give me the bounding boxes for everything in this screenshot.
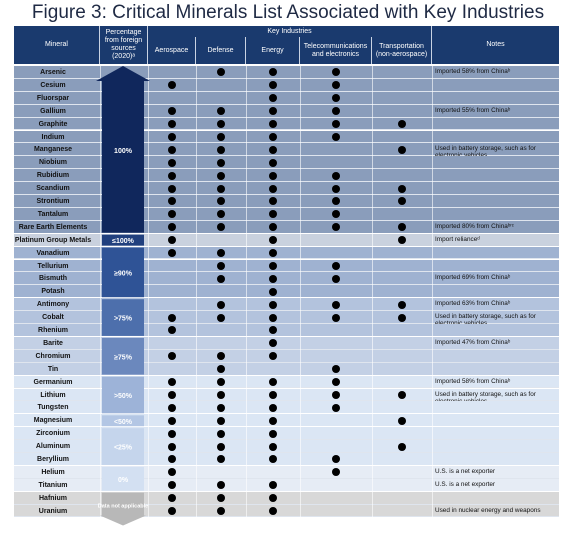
mineral-name: Indium [41, 133, 65, 141]
mineral-note: Import relianceᵈ [435, 235, 480, 243]
mineral-name: Magnesium [33, 417, 73, 425]
mineral-name: Tin [47, 365, 59, 373]
percentage-segment [102, 80, 144, 233]
mineral-name: Potash [41, 288, 65, 296]
mineral-name: Rubidium [36, 172, 70, 180]
mineral-name: Strontium [36, 198, 70, 205]
mineral-name: Uranium [38, 507, 68, 515]
telecom-header: Telecommunications and electronics [300, 37, 372, 64]
mineral-name: Vanadium [36, 249, 70, 257]
mineral-note: Used in battery storage, such as for [435, 145, 536, 153]
mineral-name: Gallium [40, 107, 66, 115]
mineral-name: Beryllium [37, 456, 69, 463]
percentage-label: ≥90% [114, 270, 132, 278]
percentage-header: Percentage from foreign sources (2020)ᵃ [100, 26, 148, 64]
mineral-note: U.S. is a net exporter [435, 467, 496, 475]
percentage-label: 100% [114, 147, 132, 155]
mineral-name: Aluminum [35, 443, 71, 451]
mineral-name: Rare Earth Elements [18, 223, 88, 231]
percentage-label: >50% [113, 392, 133, 400]
defense-header: Defense [196, 37, 246, 64]
mineral-name: Scandium [36, 185, 70, 193]
aerospace-header: Aerospace [148, 37, 196, 64]
arrow-head-up [96, 66, 150, 81]
mineral-note: Imported 80% from Chinaᵇʳᶜ [435, 222, 515, 230]
mineral-note: Imported 58% from Chinaᵇ [435, 377, 511, 385]
arrow-head-down [100, 516, 146, 526]
notes-header: Notes [432, 26, 559, 64]
transport-header: Transportation (non-aerospace) [372, 37, 432, 64]
percentage-label: >75% [113, 315, 133, 323]
mineral-note: Imported 63% from Chinaᵇ [435, 300, 511, 308]
mineral-name: Bismuth [39, 275, 67, 283]
mineral-note: Imported 58% from Chinaᵇ [435, 68, 511, 75]
mineral-name: Arsenic [40, 69, 66, 76]
mineral-header: Mineral [14, 26, 100, 64]
percentage-label: ≤100% [112, 238, 134, 246]
mineral-name: Zirconium [36, 430, 70, 438]
mineral-note: U.S. is a net exporter [435, 480, 496, 488]
mineral-name: Hafnium [39, 494, 67, 502]
energy-header: Energy [246, 37, 300, 64]
mineral-name: Lithium [40, 391, 66, 399]
mineral-name: Graphite [38, 120, 68, 128]
mineral-name: Tungsten [37, 404, 69, 412]
mineral-name: Rhenium [38, 327, 68, 334]
mineral-name: Tantalum [37, 210, 69, 218]
mineral-name: Cobalt [42, 314, 64, 322]
mineral-name: Antimony [36, 301, 70, 309]
mineral-name: Helium [41, 468, 65, 476]
mineral-name: Fluorspar [36, 94, 70, 102]
mineral-name: Barite [43, 339, 63, 347]
mineral-name: Tellurium [37, 262, 69, 270]
mineral-note: Used in battery storage, such as for [435, 313, 536, 321]
mineral-name: Platinum Group Metals [14, 236, 92, 244]
mineral-name: Manganese [33, 146, 73, 154]
percentage-label: <25% [113, 444, 133, 452]
mineral-name: Chromium [35, 352, 71, 360]
percentage-label: <50% [113, 418, 133, 426]
figure-title: Figure 3: Critical Minerals List Associated with Key Industries [31, 2, 545, 23]
percentage-label: ≥75% [114, 354, 132, 362]
mineral-name: Niobium [39, 159, 67, 167]
mineral-note: Used in battery storage, such as for [435, 390, 536, 398]
mineral-note: Imported 69% from Chinaᵇ [435, 274, 511, 282]
mineral-name: Titanium [38, 481, 68, 489]
percentage-label: Data not applicable [97, 503, 149, 510]
percentage-label: 0% [117, 476, 129, 484]
key-industries-header: Key Industries [148, 26, 432, 37]
mineral-name: Cesium [40, 81, 66, 89]
mineral-note: Used in nuclear energy and weapons [435, 506, 541, 514]
mineral-name: Germanium [33, 378, 73, 386]
mineral-note: Imported 47% from Chinaᵇ [435, 338, 511, 346]
mineral-note: Imported 55% from Chinaᵇ [435, 106, 511, 114]
